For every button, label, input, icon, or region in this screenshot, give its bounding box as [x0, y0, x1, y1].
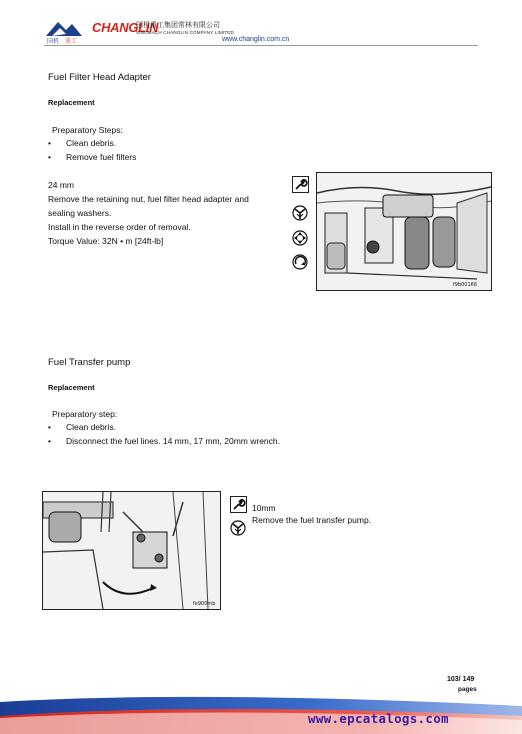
company-website[interactable]: www.changlin.com.cn	[222, 36, 290, 43]
preparatory-steps-heading: Preparatory Steps:	[52, 125, 123, 135]
instruction-line: sealing washers.	[48, 208, 112, 218]
torque-icon	[292, 254, 308, 270]
company-name-english: SINOMACH CHANGLIN COMPANY LIMITED	[136, 30, 234, 35]
svg-text:国机: 国机	[47, 38, 60, 44]
figure-code: f9b00166	[453, 282, 478, 288]
tool-size-24mm: 24 mm	[48, 180, 74, 190]
list-item: • Disconnect the fuel lines. 14 mm, 17 mm, 20mm wrench.	[48, 436, 280, 446]
preparatory-step-heading: Preparatory step:	[52, 409, 118, 419]
watermark-url[interactable]: www.epcatalogs.com	[308, 711, 449, 726]
section-title-fuel-transfer-pump: Fuel Transfer pump	[48, 357, 131, 368]
install-icon	[292, 230, 308, 246]
list-item: • Clean debris.	[48, 138, 117, 148]
page-number: 103/ 149	[447, 676, 475, 683]
header-divider	[44, 45, 478, 46]
fuel-transfer-pump-figure	[42, 491, 221, 610]
company-logo	[44, 18, 84, 44]
wrench-icon	[230, 496, 247, 513]
fuel-filter-head-figure	[316, 172, 492, 291]
footer-decoration	[0, 686, 522, 734]
instruction-line: Remove the retaining nut, fuel filter head adapter and	[48, 194, 249, 204]
instruction-line: Remove the fuel transfer pump.	[252, 515, 372, 525]
figure-code: fe900mb	[193, 601, 216, 607]
section-subtitle-replacement: Replacement	[48, 383, 95, 392]
section-title-fuel-filter-head-adapter: Fuel Filter Head Adapter	[48, 72, 151, 83]
list-item: • Clean debris.	[48, 422, 117, 432]
company-name-chinese: 国机重工集团常林有限公司	[136, 22, 220, 29]
section-subtitle-replacement: Replacement	[48, 98, 95, 107]
svg-text:重工: 重工	[65, 38, 78, 44]
brand-logo-text: CHANGLIN	[92, 20, 159, 35]
list-item: • Remove fuel filters	[48, 152, 137, 162]
tool-size-10mm: 10mm	[252, 503, 276, 513]
remove-icon	[230, 520, 246, 536]
torque-value: Torque Value: 32N • m [24ft-lb]	[48, 236, 164, 246]
wrench-icon	[292, 176, 309, 193]
pages-label: pages	[458, 686, 477, 693]
remove-icon	[292, 205, 308, 221]
instruction-line: Install in the reverse order of removal.	[48, 222, 191, 232]
